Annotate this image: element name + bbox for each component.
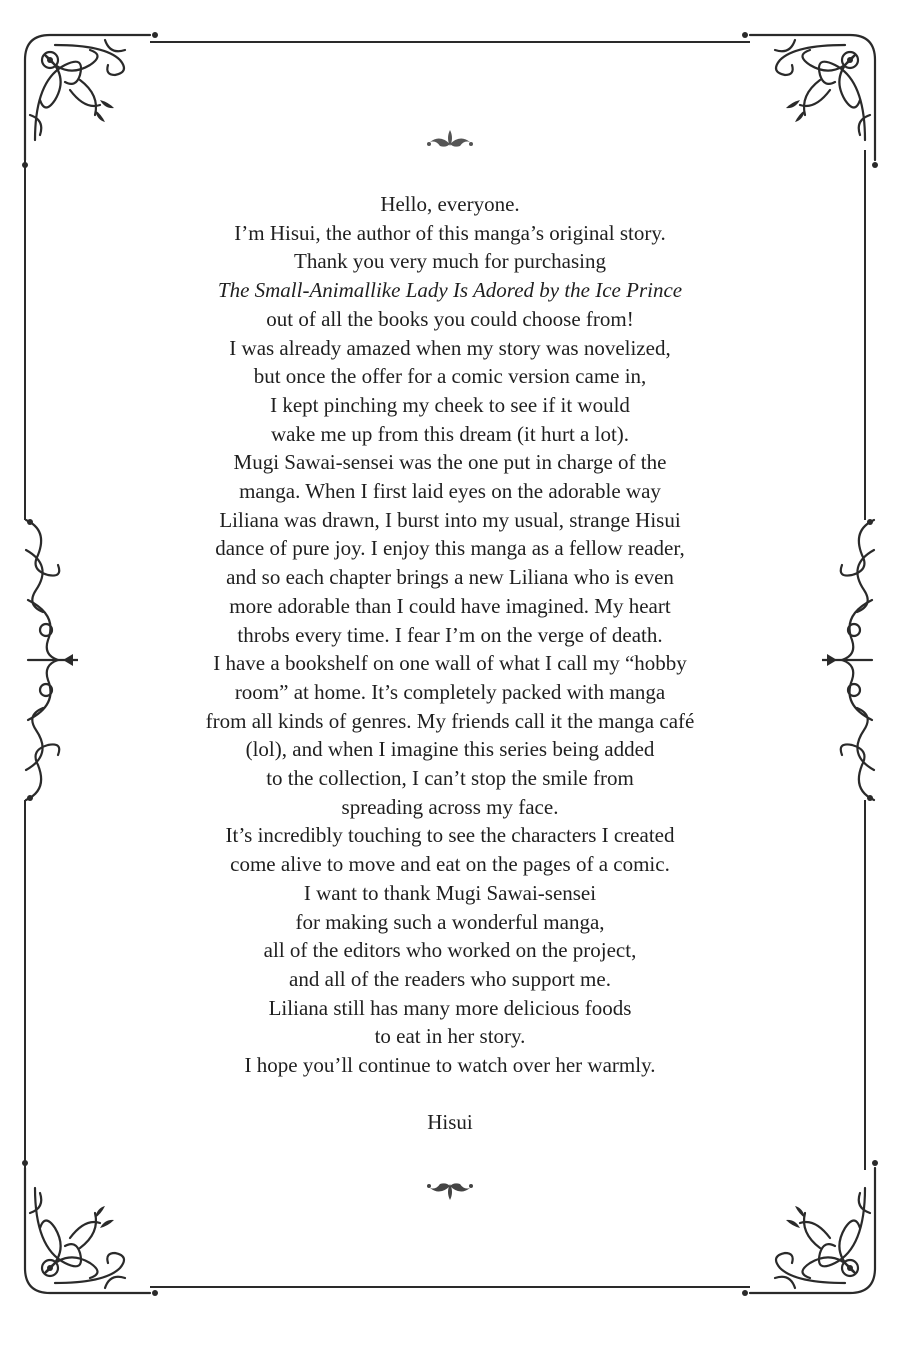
letter-line: throbs every time. I fear I’m on the verge of death. bbox=[237, 622, 663, 647]
letter-line: for making such a wonderful manga, bbox=[295, 909, 605, 934]
letter-line: spreading across my face. bbox=[341, 794, 559, 819]
letter-line: Thank you very much for purchasing bbox=[294, 249, 606, 274]
letter-line: all of the editors who worked on the project, bbox=[263, 938, 637, 963]
frame-left-line-lower bbox=[24, 800, 26, 1170]
letter-line: Mugi Sawai-sensei was the one put in charge of the bbox=[233, 450, 667, 475]
letter-line: I’m Hisui, the author of this manga’s original story. bbox=[234, 220, 666, 245]
bottom-center-flourish-icon bbox=[425, 1174, 475, 1204]
corner-ornament-bottom-left bbox=[10, 1158, 160, 1308]
letter-line: wake me up from this dream (it hurt a lot). bbox=[270, 421, 630, 446]
letter-line: more adorable than I could have imagined. My heart bbox=[229, 593, 671, 618]
corner-ornament-top-left bbox=[10, 20, 160, 170]
letter-line: out of all the books you could choose from! bbox=[266, 306, 634, 331]
letter-line: Liliana was drawn, I burst into my usual, strange Hisui bbox=[219, 507, 681, 532]
frame-right-line-lower bbox=[864, 800, 866, 1170]
author-signature: Hisui bbox=[427, 1109, 473, 1134]
letter-line: from all kinds of genres. My friends call it the manga café bbox=[205, 708, 695, 733]
letter-line: come alive to move and eat on the pages of a comic. bbox=[230, 852, 670, 877]
letter-line: It’s incredibly touching to see the characters I created bbox=[225, 823, 675, 848]
frame-right-line-upper bbox=[864, 150, 866, 520]
letter-line: I want to thank Mugi Sawai-sensei bbox=[303, 880, 597, 905]
letter-line: but once the offer for a comic version came in, bbox=[253, 364, 647, 389]
letter-line: I kept pinching my cheek to see if it would bbox=[270, 392, 630, 417]
letter-line: I was already amazed when my story was novelized, bbox=[229, 335, 671, 360]
letter-line: to the collection, I can’t stop the smile from bbox=[266, 766, 634, 791]
side-ornament-right bbox=[822, 510, 892, 810]
side-ornament-left bbox=[8, 510, 78, 810]
letter-line: room” at home. It’s completely packed with manga bbox=[234, 679, 666, 704]
frame-top-line bbox=[150, 41, 750, 43]
letter-line: and so each chapter brings a new Liliana who is even bbox=[226, 565, 674, 590]
corner-ornament-bottom-right bbox=[740, 1158, 890, 1308]
letter-line: to eat in her story. bbox=[374, 1024, 526, 1049]
frame-bottom-line bbox=[150, 1286, 750, 1288]
letter-line: I hope you’ll continue to watch over her warmly. bbox=[244, 1053, 656, 1078]
top-center-flourish-icon bbox=[425, 126, 475, 156]
afterword-letter bbox=[140, 190, 760, 1137]
letter-line: and all of the readers who support me. bbox=[289, 966, 611, 991]
letter-line: I have a bookshelf on one wall of what I call my “hobby bbox=[213, 651, 687, 676]
letter-line: manga. When I first laid eyes on the adorable way bbox=[239, 479, 661, 504]
book-title-line: The Small-Animallike Lady Is Adored by the Ice Prince bbox=[217, 278, 683, 303]
letter-line: (lol), and when I imagine this series being added bbox=[245, 737, 655, 762]
corner-ornament-top-right bbox=[740, 20, 890, 170]
letter-line: dance of pure joy. I enjoy this manga as a fellow reader, bbox=[215, 536, 685, 561]
frame-left-line-upper bbox=[24, 150, 26, 520]
letter-line: Hello, everyone. bbox=[380, 192, 520, 216]
letter-line: Liliana still has many more delicious foods bbox=[268, 995, 632, 1020]
